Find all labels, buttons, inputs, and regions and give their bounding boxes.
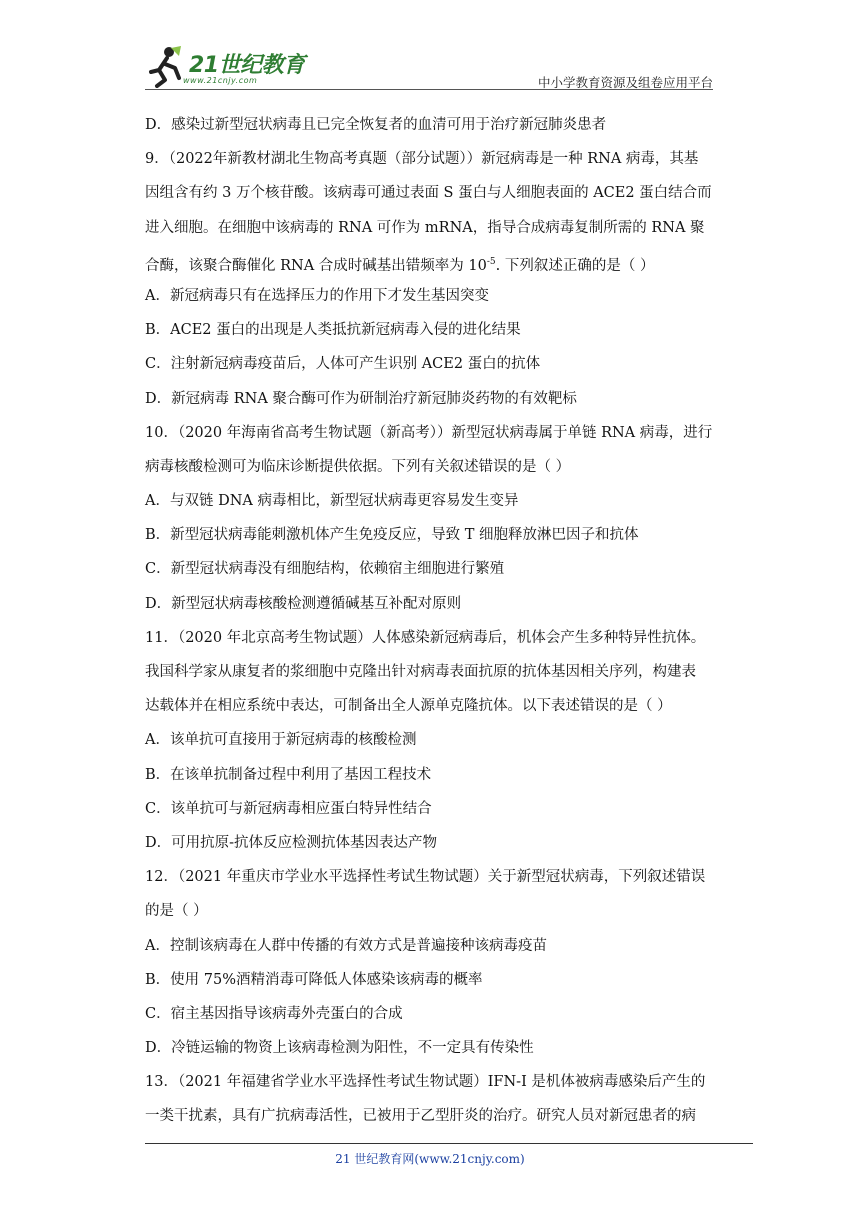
text-line: 我国科学家从康复者的浆细胞中克隆出针对病毒表面抗原的抗体基因相关序列，构建表: [145, 664, 696, 680]
question-9-stem: 9．（2022年新教材湖北生物高考真题（部分试题））新冠病毒是一种 RNA 病毒，其基: [145, 151, 699, 168]
option-c: C．该单抗可与新冠病毒相应蛋白特异性结合: [145, 800, 432, 817]
option-d: D．冷链运输的物资上该病毒检测为阳性，不一定具有传染性: [145, 1040, 534, 1057]
question-12-stem: 12．（2021 年重庆市学业水平选择性考试生物试题）关于新型冠状病毒，下列叙述错误: [145, 869, 706, 886]
option-a: A．新冠病毒只有在选择压力的作用下才发生基因突变: [145, 287, 489, 304]
header-divider: [145, 89, 713, 90]
text-line: 病毒核酸检测可为临床诊断提供依据。下列有关叙述错误的是（ ）: [145, 458, 571, 475]
footer-divider: [145, 1143, 753, 1144]
option-d: D．可用抗原-抗体反应检测抗体基因表达产物: [145, 834, 438, 851]
option-b: B．ACE2 蛋白的出现是人类抵抗新冠病毒入侵的进化结果: [145, 322, 521, 339]
option-b: B．新型冠状病毒能刺激机体产生免疫反应，导致 T 细胞释放淋巴因子和抗体: [145, 527, 639, 544]
question-11-stem: 11．（2020 年北京高考生物试题）人体感染新冠病毒后，机体会产生多种特异性抗体。: [145, 629, 706, 646]
option-b: B．在该单抗制备过程中利用了基因工程技术: [145, 766, 432, 783]
text-line: 进入细胞。在细胞中该病毒的 RNA 可作为 mRNA，指导合成病毒复制所需的 RNA 聚: [145, 219, 705, 236]
option-d: D．新型冠状病毒核酸检测遵循碱基互补配对原则: [145, 595, 462, 612]
text-line: D．感染过新型冠状病毒且已完全恢复者的血清可用于治疗新冠肺炎患者: [145, 117, 607, 133]
text-line-with-exponent: [145, 245, 715, 279]
text-line: 达载体并在相应系统中表达，可制备出全人源单克隆抗体。以下表述错误的是（ ）: [145, 698, 672, 715]
option-a: A．与双链 DNA 病毒相比，新型冠状病毒更容易发生变异: [145, 493, 519, 510]
option-c: C．新型冠状病毒没有细胞结构，依赖宿主细胞进行繁殖: [145, 561, 505, 578]
site-logo[interactable]: [145, 40, 315, 92]
page-header: [145, 40, 713, 92]
line-text: . 下列叙述正确的是（ ）: [495, 257, 655, 274]
question-10-stem: 10．（2020 年海南省高考生物试题（新高考））新型冠状病毒属于单链 RNA 病毒，进行: [145, 424, 713, 441]
option-a: A．控制该病毒在人群中传播的有效方式是普遍接种该病毒疫苗: [145, 937, 547, 954]
text-line: 因组含有约 3 万个核苷酸。该病毒可通过表面 S 蛋白与人细胞表面的 ACE2 蛋白结合而: [145, 185, 712, 202]
header-platform-title: 中小学教育资源及组卷应用平台: [537, 75, 713, 90]
line-text: 合酶，该聚合酶催化 RNA 合成时碱基出错频率为 10: [145, 257, 487, 274]
logo-text: 21世纪教育: [189, 53, 305, 78]
question-13-stem: 13．（2021 年福建省学业水平选择性考试生物试题）IFN-I 是机体被病毒感染后产生的: [145, 1074, 706, 1091]
text-line: 的是（ ）: [145, 903, 208, 920]
option-d: D．新冠病毒 RNA 聚合酶可作为研制治疗新冠肺炎药物的有效靶标: [145, 390, 577, 407]
option-c: C．注射新冠病毒疫苗后，人体可产生识别 ACE2 蛋白的抗体: [145, 356, 541, 373]
option-b: B．使用 75%酒精消毒可降低人体感染该病毒的概率: [145, 971, 483, 988]
footer-link[interactable]: 21 世纪教育网(www.21cnjy.com): [335, 1152, 525, 1166]
document-body: [145, 108, 715, 1134]
page-footer: [0, 1150, 860, 1167]
option-c: C．宿主基因指导该病毒外壳蛋白的合成: [145, 1005, 403, 1022]
logo-url: www.21cnjy.com: [183, 76, 258, 85]
exponent: -5: [486, 256, 496, 267]
option-a: A．该单抗可直接用于新冠病毒的核酸检测: [145, 732, 417, 749]
text-line: 一类干扰素，具有广抗病毒活性，已被用于乙型肝炎的治疗。研究人员对新冠患者的病: [145, 1108, 696, 1125]
